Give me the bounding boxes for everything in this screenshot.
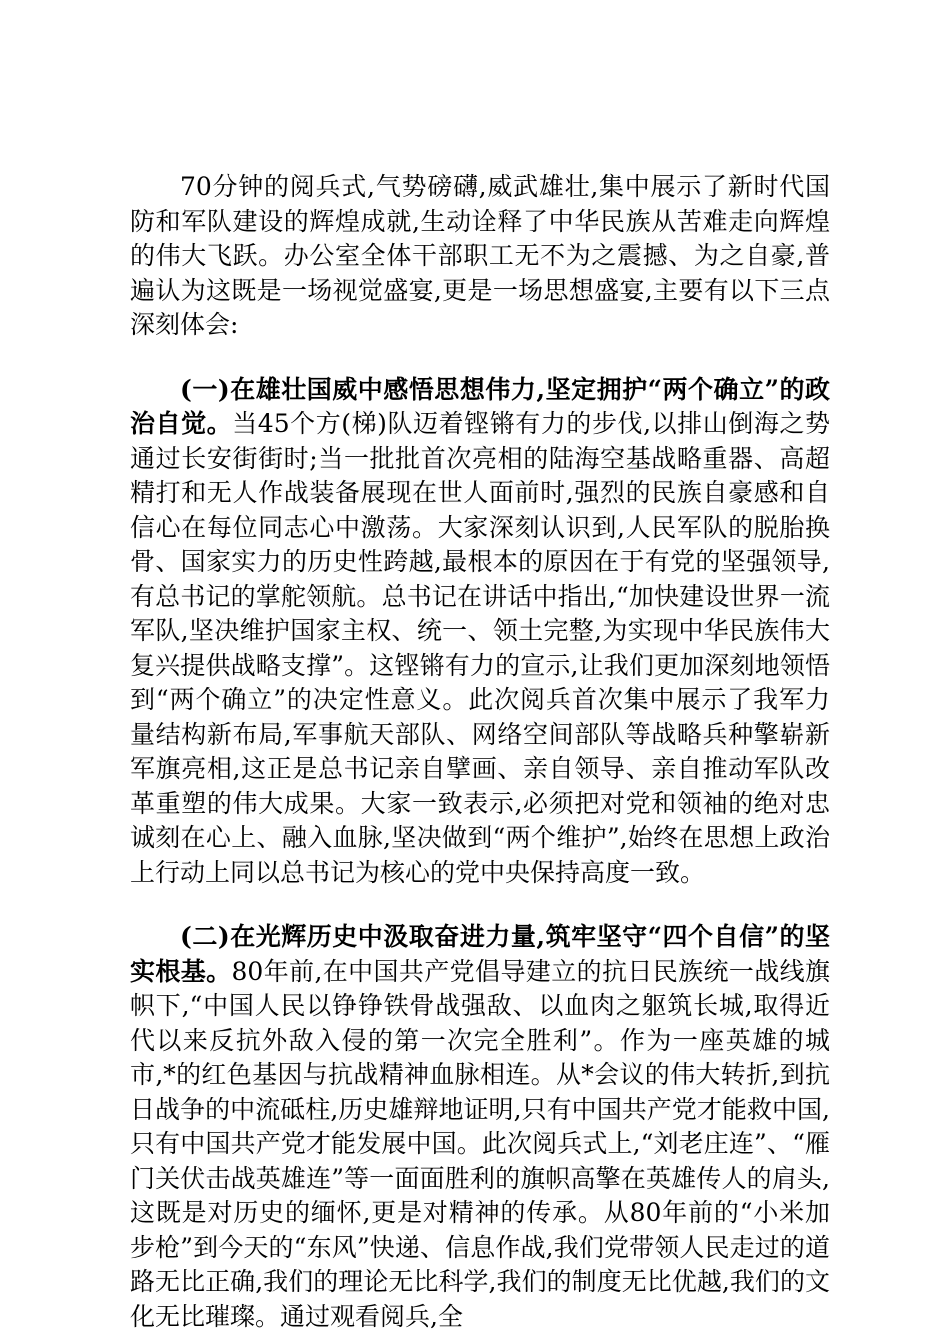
section-two-text: 80年前,在中国共产党倡导建立的抗日民族统一战线旗帜下,“中国人民以铮铮铁骨战强敌、以血肉之躯筑长城,取得近代以来反抗外敌入侵的第一次完全胜利”。作为一座英雄的城市,*的红色基因与抗战精神血脉相连。从*会议的伟大转折,到抗日战争的中流砥柱,历史雄辩地证明,只有中国共产党才能救中国,只有中国共产党才能发展中国。此次阅兵式上,“刘老庄连”、“雁门关伏击战英雄连”等一面面胜利的旗帜高擎在英雄传人的肩头,这既是对历史的缅怀,更是对精神的传承。从80年前的“小米加步枪”到今天的“东风”快递、信息作战,我们党带领人民走过的道路无比正确,我们的理论无比科学,我们的制度无比优越,我们的文化无比璀璨。通过观看阅兵,全: [130, 956, 830, 1331]
document-page: [130, 170, 830, 1334]
section-one-paragraph: [130, 373, 830, 891]
section-two-heading: (二)在光辉历史中汲取奋进力量,筑牢坚守“四个自信”的坚实根基。: [130, 922, 830, 986]
intro-paragraph: [130, 170, 830, 343]
section-two-paragraph: [130, 920, 830, 1334]
intro-text: 70分钟的阅兵式,气势磅礴,威武雄壮,集中展示了新时代国防和军队建设的辉煌成就,生动诠释了中华民族从苦难走向辉煌的伟大飞跃。办公室全体干部职工无不为之震撼、为之自豪,普遍认为这既是一场视觉盛宴,更是一场思想盛宴,主要有以下三点深刻体会:: [130, 172, 830, 339]
section-one-text: 当45个方(梯)队迈着铿锵有力的步伐,以排山倒海之势通过长安街街时;当一批批首次亮相的陆海空基战略重器、高超精打和无人作战装备展现在世人面前时,强烈的民族自豪感和自信心在每位同志心中激荡。大家深刻认识到,人民军队的脱胎换骨、国家实力的历史性跨越,最根本的原因在于有党的坚强领导,有总书记的掌舵领航。总书记在讲话中指出,“加快建设世界一流军队,坚决维护国家主权、统一、领土完整,为实现中华民族伟大复兴提供战略支撑”。这铿锵有力的宣示,让我们更加深刻地领悟到“两个确立”的决定性意义。此次阅兵首次集中展示了我军力量结构新布局,军事航天部队、网络空间部队等战略兵种擎崭新军旗亮相,这正是总书记亲自擘画、亲自领导、亲自推动军队改革重塑的伟大成果。大家一致表示,必须把对党和领袖的绝对忠诚刻在心上、融入血脉,坚决做到“两个维护”,始终在思想上政治上行动上同以总书记为核心的党中央保持高度一致。: [130, 409, 830, 887]
section-one-heading: (一)在雄壮国威中感悟思想伟力,坚定拥护“两个确立”的政治自觉。: [130, 374, 830, 438]
